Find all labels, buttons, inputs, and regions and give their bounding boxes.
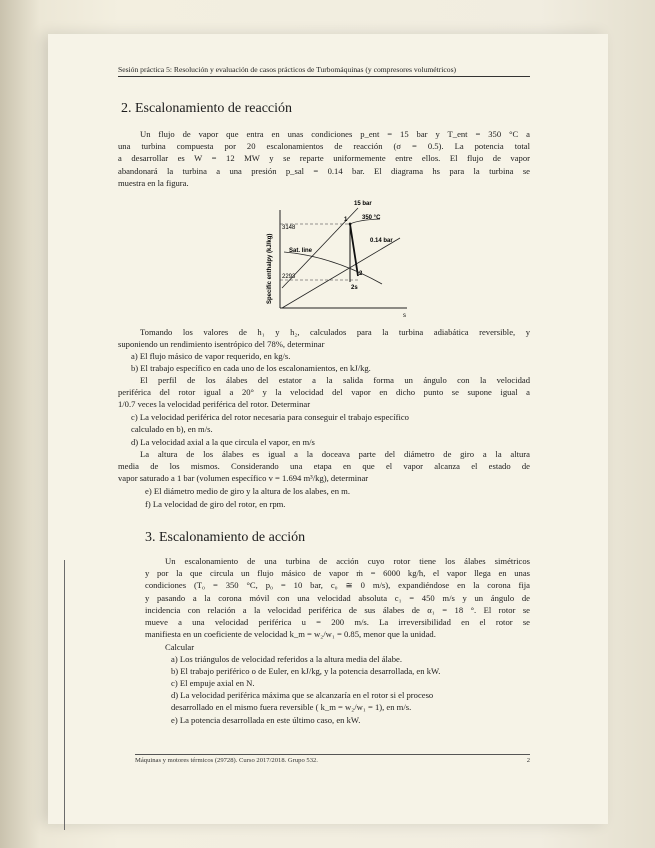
section-2-para3 <box>118 374 530 411</box>
saturation-line <box>284 252 382 284</box>
page-header: Sesión práctica 5: Resolución y evaluación de casos prácticos de Turbomáquinas (y compresores volumétricos) <box>118 65 530 77</box>
list-item: a) El flujo másico de vapor requerido, en kg/s. <box>131 351 291 361</box>
text-line: El perfil de los álabes del estator a la salida forma un ángulo con la velocidad <box>140 375 530 385</box>
list-item: d) La velocidad periférica máxima que se alcanzaría en el rotor si el proceso <box>171 690 434 700</box>
text-line: 1/0.7 veces la velocidad periférica del rotor. Determinar <box>118 399 311 410</box>
label-014bar: 0.14 bar <box>370 238 393 244</box>
text-line: mueve a una velocidad periférica u = 200 m/s. La irreversibilidad en el rotor se <box>145 617 530 628</box>
list-item: c) El empuje axial en N. <box>171 678 255 688</box>
text-line: abandonará la turbina a una presión p_sal = 0.14 bar. El diagrama hs para la turbina se <box>118 165 530 176</box>
section-2-intro <box>118 128 530 189</box>
list-item: e) El diámetro medio de giro y la altura de los alabes, en m. <box>145 486 350 496</box>
list-item: f) La velocidad de giro del rotor, en rpm. <box>145 499 286 509</box>
tick-2293: 2293 <box>282 274 296 280</box>
label-point-1: 1 <box>344 217 348 223</box>
section-2-para2 <box>118 326 530 350</box>
point-1 <box>349 223 352 226</box>
label-point-2: 2 <box>359 271 363 277</box>
text-line: manifiesta en un coeficiente de velocidad k_m = w₂/w₁ = 0.85, menor que la unidad. <box>145 629 436 640</box>
page-number: 2 <box>526 757 530 764</box>
list-item: a) Los triángulos de velocidad referidos a la altura media del álabe. <box>171 654 402 664</box>
text-line: periférica del rotor igual a 20° y la velocidad del vapor en dicho punto se supone igual a <box>118 387 530 398</box>
text-line: a desarrollar es W = 12 MW y se reparte uniformemente entre ellos. El flujo de vapor <box>118 153 530 164</box>
text-line: media de los mismos. Considerando una etapa en que el vapor alcanza el estado de <box>118 461 530 472</box>
text-line: La altura de los álabes es igual a la doceava parte del diámetro de giro a la altura <box>140 449 530 459</box>
label-350: 350 °C <box>362 215 381 221</box>
section-3-intro <box>145 555 530 640</box>
hs-diagram <box>262 196 422 326</box>
text-line: una turbina compuesta por 20 escalonamientos de reacción (σ = 0.5). La potencia total <box>118 141 530 152</box>
x-axis-label: s <box>403 313 406 319</box>
list-item: b) El trabajo periférico o de Euler, en kJ/kg, y la potencia desarrollada, en kW. <box>171 666 441 676</box>
text-line: vapor saturado a 1 bar (volumen específico v = 1.694 m³/kg), determinar <box>118 473 369 484</box>
real-expansion <box>350 224 358 276</box>
calculate-label: Calcular <box>165 642 195 652</box>
section-2-title: 2. Escalonamiento de reacción <box>121 101 293 116</box>
label-15bar: 15 bar <box>354 201 372 207</box>
tick-3148: 3148 <box>282 225 296 231</box>
text-line: Un escalonamiento de una turbina de acción cuyo rotor tiene los álabes simétricos <box>165 556 530 566</box>
text-line: Tomando los valores de h₁ y h₂, calculados para la turbina adiabática reversible, y <box>140 327 530 337</box>
list-item: c) La velocidad periférica del rotor necesaria para conseguir el trabajo específico <box>131 412 409 422</box>
section-3-title: 3. Escalonamiento de acción <box>145 530 306 545</box>
list-item: desarrollado en el mismo fuera reversible ( k_m = w₂/w₁ = 1), en m/s. <box>171 702 412 712</box>
text-line: y pasando a la corona móvil con una velocidad absoluta c₁ = 450 m/s y un ángulo de <box>145 592 530 603</box>
label-point-2s: 2s <box>351 285 358 291</box>
y-axis-label: Specific enthalpy (kJ/kg) <box>267 233 273 304</box>
page-footer <box>135 754 530 764</box>
text-line: suponiendo un rendimiento isentrópico del 78%, determinar <box>118 339 325 350</box>
text-line: condiciones (T₀ = 350 °C, p₀ = 10 bar, c₀ ≅ 0 m/s), expandiéndose en la corona fija <box>145 580 530 591</box>
label-sat-line: Sat. line <box>289 248 313 254</box>
page-edge-line <box>64 560 65 830</box>
list-item: e) La potencia desarrollada en este último caso, en kW. <box>171 715 361 725</box>
text-line: y por la que circula un flujo másico de vapor ṁ = 6000 kg/h, el vapor llega en unas <box>145 568 530 579</box>
text-line: incidencia con relación a la velocidad periférica de sus álabes de α₁ = 18 °. El rotor se <box>145 604 530 615</box>
text-line: Un flujo de vapor que entra en unas condiciones p_ent = 15 bar y T_ent = 350 °C a <box>140 129 530 139</box>
list-item: calculado en b), en m/s. <box>131 424 213 434</box>
footer-text: Máquinas y motores térmicos (29728). Curso 2017/2018. Grupo 532. <box>135 757 318 764</box>
list-item: d) La velocidad axial a la que circula el vapor, en m/s <box>131 437 315 447</box>
text-line: muestra en la figura. <box>118 177 189 188</box>
list-item: b) El trabajo específico en cada uno de los escalonamientos, en kJ/kg. <box>131 363 371 373</box>
section-2-para4 <box>118 448 530 485</box>
